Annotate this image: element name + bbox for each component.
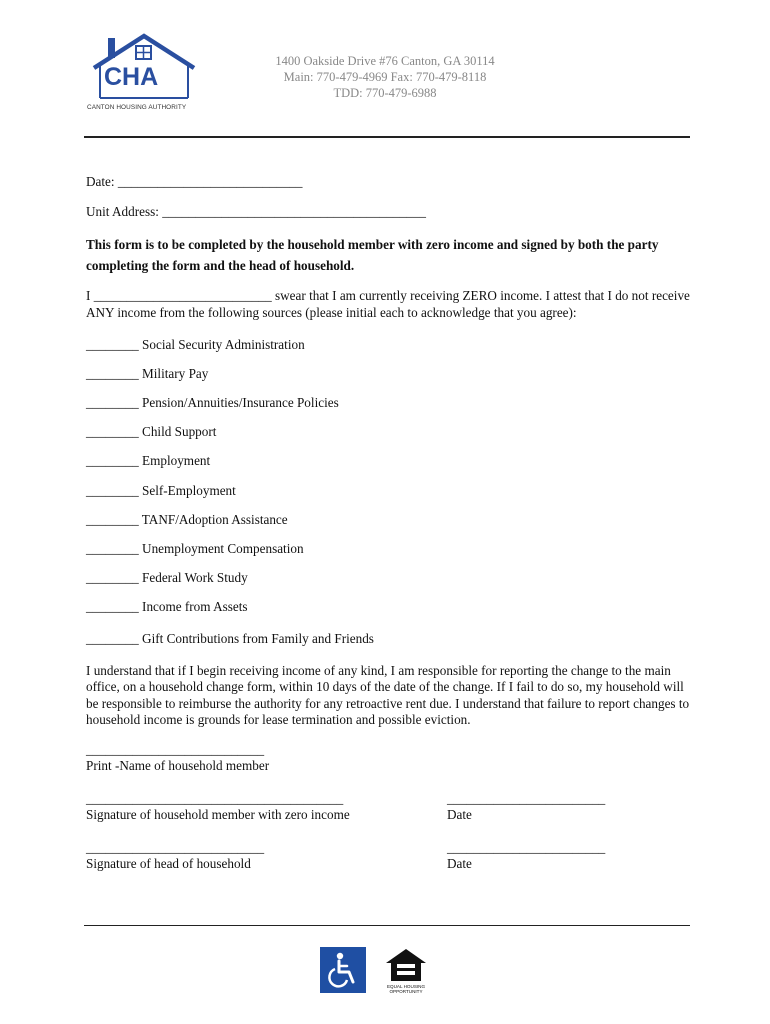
equal-housing-caption — [383, 984, 429, 994]
source-item: ________ Employment — [86, 453, 211, 468]
date-field: Date: ____________________________ — [86, 174, 303, 189]
cha-logo — [84, 30, 204, 114]
head-signature-blank: ___________________________ — [86, 840, 265, 855]
equal-housing-caption-line: OPPORTUNITY — [389, 989, 423, 994]
print-name-label: Print -Name of household member — [86, 758, 270, 773]
member-signature-blank: _______________________________________ — [86, 791, 344, 806]
phone-line: Main: 770-479-4969 Fax: 770-479-8118 — [283, 70, 487, 84]
unit-address-field: Unit Address: ________________________________________ — [86, 204, 426, 219]
understanding-statement: I understand that if I begin receiving income of any kind, I am responsible for reporting the change to the main office, on a household change form, within 10 days of the date of the change. If I fail to do so, my household will be responsible to reimburse the authority for any retroactive rent due. I understand that failure to report changes to household income is grounds for lease termination and possible eviction. — [86, 663, 690, 728]
equal-housing-caption-line: EQUAL HOUSING — [386, 984, 426, 989]
print-name-blank: ___________________________ — [86, 742, 265, 757]
tdd-line: TDD: 770-479-6988 — [333, 86, 437, 100]
source-item: ________ Unemployment Compensation — [86, 541, 304, 556]
member-date-blank: ________________________ — [447, 791, 606, 806]
source-item: ________ Child Support — [86, 424, 217, 439]
address-line: 1400 Oakside Drive #76 Canton, GA 30114 — [275, 54, 495, 68]
source-item: ________ Federal Work Study — [86, 570, 248, 585]
attestation-statement: I ___________________________ swear that I am currently receiving ZERO income. I attest that I do not receive ANY income from the following sources (please initial each to acknowledge that you agree): — [86, 288, 690, 320]
source-item: ________ Self-Employment — [86, 483, 236, 498]
header-address — [245, 53, 525, 101]
logo-organization-name: CANTON HOUSING AUTHORITY — [87, 104, 187, 111]
source-item: ________ Gift Contributions from Family and Friends — [86, 631, 374, 646]
source-item: ________ Pension/Annuities/Insurance Policies — [86, 395, 339, 410]
source-item: ________ Income from Assets — [86, 599, 248, 614]
source-item: ________ Social Security Administration — [86, 337, 305, 352]
head-date-label: Date — [447, 856, 472, 871]
form-instructions: This form is to be completed by the household member with zero income and signed by both the party completing the form and the head of household. — [86, 237, 659, 273]
head-date-blank: ________________________ — [447, 840, 606, 855]
source-item: ________ TANF/Adoption Assistance — [86, 512, 288, 527]
footer-divider — [84, 925, 690, 926]
header-divider — [84, 136, 690, 138]
head-signature-label: Signature of head of household — [86, 856, 251, 871]
member-date-label: Date — [447, 807, 472, 822]
logo-abbreviation: CHA — [104, 63, 159, 91]
member-signature-label: Signature of household member with zero income — [86, 807, 350, 822]
source-item: ________ Military Pay — [86, 366, 209, 381]
accessibility-icon — [320, 947, 366, 993]
